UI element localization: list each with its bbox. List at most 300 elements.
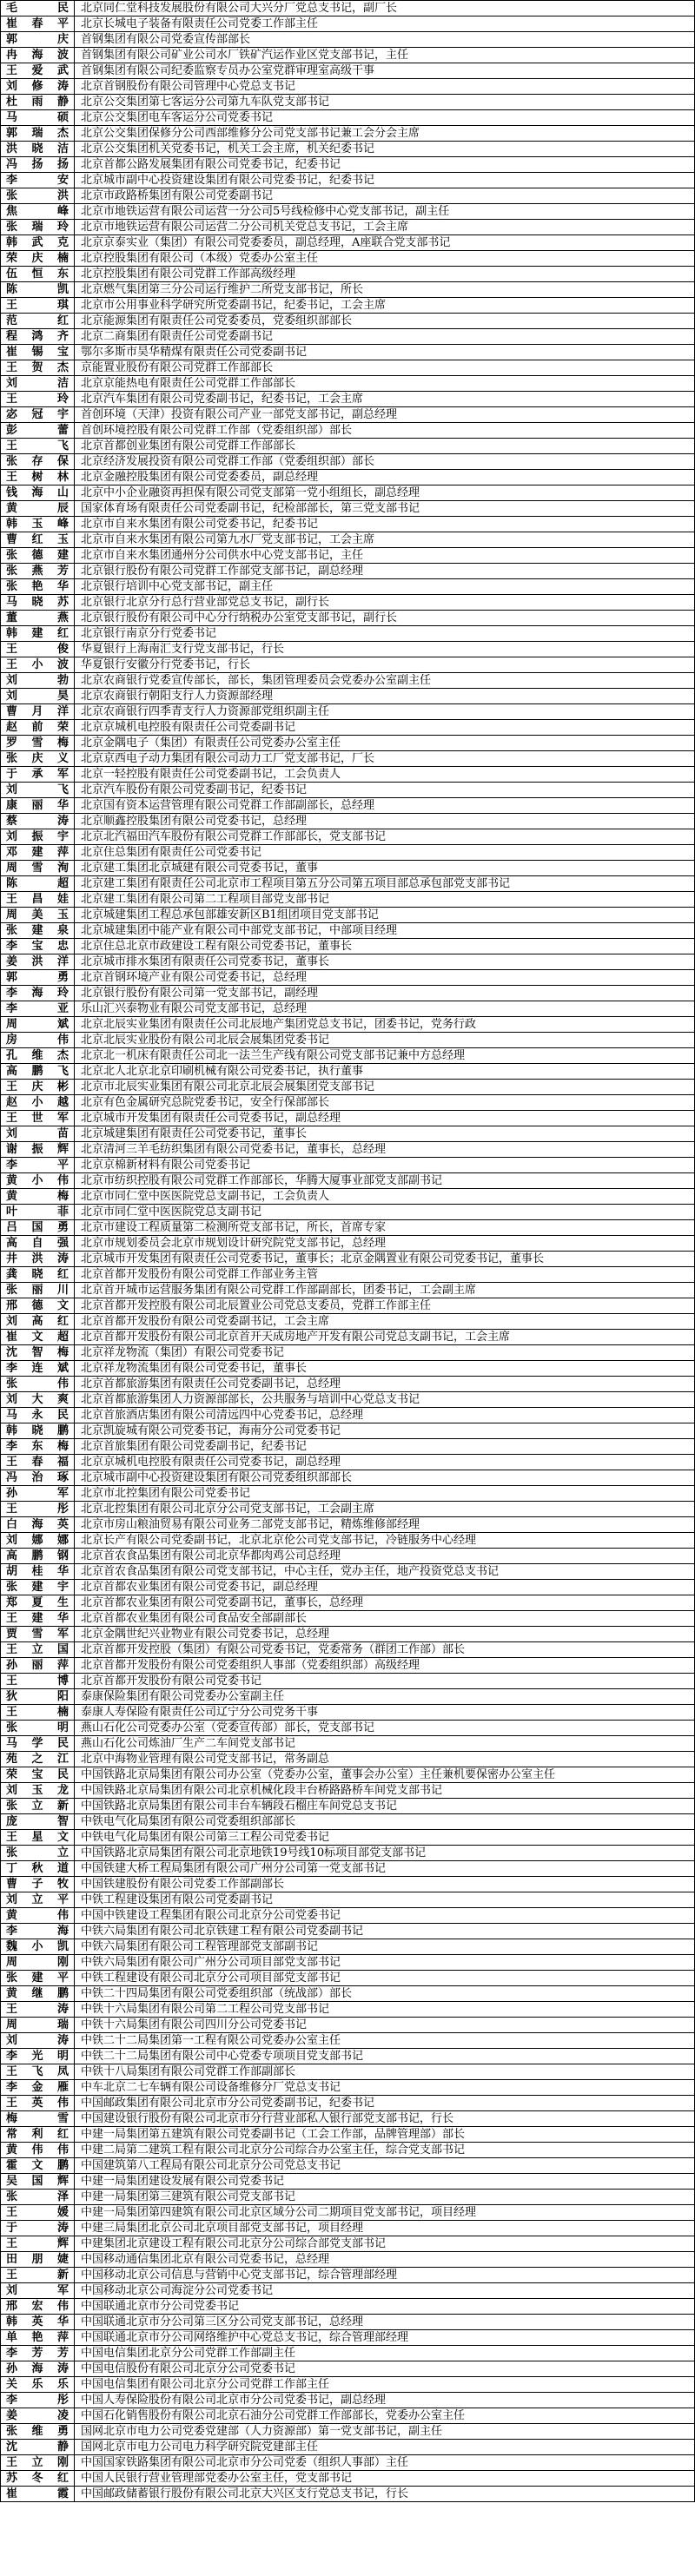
honoree-name: 马永民 bbox=[1, 1408, 75, 1423]
honoree-row bbox=[1, 2361, 695, 2377]
honoree-row bbox=[1, 751, 695, 767]
honoree-position: 北京首钢环境产业有限公司党委书记，总经理 bbox=[75, 970, 695, 986]
honoree-position: 北京祥龙物流（集团）有限公司党委书记 bbox=[75, 1345, 695, 1361]
honoree-position: 北京城建集团中能产业有限公司中部党支部书记，中部项目经理 bbox=[75, 923, 695, 939]
honoree-position: 北京公交集团电车客运分公司党委书记 bbox=[75, 110, 695, 126]
honoree-name: 曹红玉 bbox=[1, 532, 75, 548]
honoree-name: 单艳萍 bbox=[1, 2330, 75, 2346]
honoree-row bbox=[1, 282, 695, 298]
honoree-position: 中铁十六局集团有限公司四川分公司党委书记 bbox=[75, 2018, 695, 2033]
honoree-position: 北京北辰实业股份有限公司北辰会展集团党委书记 bbox=[75, 1033, 695, 1048]
honoree-position: 北京首农食品集团有限公司党支部书记，中心主任，党办主任，地产投资党总支书记 bbox=[75, 1564, 695, 1580]
honoree-name: 彭 蕾 bbox=[1, 423, 75, 439]
honoree-position: 中铁工程建设有限公司北京分公司项目部党支部书记 bbox=[75, 1971, 695, 1986]
honoree-position: 北京北人北京北京印刷机械有限公司党委书记，执行董事 bbox=[75, 1064, 695, 1080]
honoree-row bbox=[1, 48, 695, 63]
honoree-row bbox=[1, 626, 695, 642]
honoree-name: 王 博 bbox=[1, 1674, 75, 1689]
honoree-position: 北京控股集团有限公司（本级）党委办公室主任 bbox=[75, 251, 695, 267]
honoree-name: 王小波 bbox=[1, 657, 75, 673]
honoree-row bbox=[1, 2018, 695, 2033]
honoree-position: 北京首都开发控股（集团）有限公司党委书记，党委常务（群团工作部）部长 bbox=[75, 1642, 695, 1658]
honoree-row bbox=[1, 79, 695, 95]
honoree-row bbox=[1, 423, 695, 439]
honoree-name: 张艳华 bbox=[1, 579, 75, 595]
honoree-row bbox=[1, 1048, 695, 1064]
honoree-row bbox=[1, 1377, 695, 1392]
honoree-name: 常利红 bbox=[1, 2127, 75, 2143]
honoree-row bbox=[1, 439, 695, 454]
honoree-position: 北京首都农业集团有限公司党委副书记，董事长，总经理 bbox=[75, 1595, 695, 1611]
honoree-position: 中国中铁建设工程集团有限公司北京分公司党委书记 bbox=[75, 1908, 695, 1924]
honoree-position: 中国铁建股份有限公司党委工作部副部长 bbox=[75, 1877, 695, 1892]
honoree-position: 北京市自来水集团有限公司党委书记，纪委书记 bbox=[75, 517, 695, 532]
honoree-row bbox=[1, 2440, 695, 2455]
honoree-row bbox=[1, 1189, 695, 1205]
honoree-position: 中铁工程建设集团有限公司党委副书记 bbox=[75, 1892, 695, 1908]
honoree-row bbox=[1, 548, 695, 564]
honoree-name: 周美玉 bbox=[1, 908, 75, 923]
honoree-position: 北京首都开发控股有限公司北辰置业公司党总支委员，党群工作部主任 bbox=[75, 1298, 695, 1314]
honoree-position: 北京市同仁堂中医医院党总支副书记 bbox=[75, 1205, 695, 1220]
honoree-name: 黄小伟 bbox=[1, 1173, 75, 1189]
honoree-name: 黄 辰 bbox=[1, 501, 75, 517]
honoree-row bbox=[1, 2049, 695, 2064]
honoree-name: 罗雪梅 bbox=[1, 736, 75, 751]
honoree-position: 乐山汇兴泰物业有限公司党支部书记，总经理 bbox=[75, 1001, 695, 1017]
honoree-position: 北京清河三羊毛纺织集团有限公司党委书记，董事长，总经理 bbox=[75, 1142, 695, 1158]
honoree-name: 张 伟 bbox=[1, 1377, 75, 1392]
honoree-position: 首钢集团有限公司党委宣传部部长 bbox=[75, 32, 695, 48]
honoree-name: 焦 峰 bbox=[1, 204, 75, 220]
honoree-name: 刘 勃 bbox=[1, 673, 75, 689]
honoree-name: 杜雨静 bbox=[1, 95, 75, 110]
honoree-position: 北京市公用事业科学研究所党委副书记，纪委书记，工会主席 bbox=[75, 298, 695, 314]
honoree-position: 中国铁路北京局集团有限公司北京机械化段丰台桥路路桥车间党支部书记 bbox=[75, 1783, 695, 1799]
honoree-name: 黄 梅 bbox=[1, 1189, 75, 1205]
honoree-position: 北京市北控集团有限公司党委书记 bbox=[75, 1486, 695, 1502]
honoree-position: 北京首都农业集团有限公司党委书记，副总经理 bbox=[75, 1580, 695, 1595]
honoree-row bbox=[1, 1283, 695, 1298]
honoree-name: 马 硕 bbox=[1, 110, 75, 126]
honoree-row bbox=[1, 1455, 695, 1470]
honoree-name: 王树林 bbox=[1, 470, 75, 485]
honoree-name: 郭 勇 bbox=[1, 970, 75, 986]
honoree-position: 中建集团北京建设工程有限公司北京分公司综合部党支部书记 bbox=[75, 2236, 695, 2252]
honoree-name: 黄 伟 bbox=[1, 1908, 75, 1924]
honoree-position: 北京首旅集团有限公司党委副书记，纪委书记 bbox=[75, 1439, 695, 1455]
honoree-name: 张建泉 bbox=[1, 923, 75, 939]
honoree-position: 北京建工集团北京城建有限公司党委书记，董事 bbox=[75, 861, 695, 876]
honoree-name: 赵小越 bbox=[1, 1095, 75, 1111]
honoree-name: 高鹏飞 bbox=[1, 1064, 75, 1080]
honoree-row bbox=[1, 829, 695, 845]
honoree-row bbox=[1, 1658, 695, 1674]
honoree-name: 李 海 bbox=[1, 1924, 75, 1939]
honoree-row bbox=[1, 657, 695, 673]
honoree-name: 沈 静 bbox=[1, 2440, 75, 2455]
honoree-position: 燕山石化公司炼油厂生产二车间党支部书记 bbox=[75, 1736, 695, 1752]
honoree-row bbox=[1, 1892, 695, 1908]
honoree-name: 关乐乐 bbox=[1, 2377, 75, 2393]
honoree-row bbox=[1, 32, 695, 48]
honoree-position: 北京控股集团有限公司党群工作部高级经理 bbox=[75, 267, 695, 282]
honoree-row bbox=[1, 392, 695, 407]
honoree-name: 韩玉峰 bbox=[1, 517, 75, 532]
honoree-position: 北京公交集团机关党委书记，机关工会主席，机关纪委书记 bbox=[75, 142, 695, 157]
honoree-row bbox=[1, 1908, 695, 1924]
honoree-name: 韩建红 bbox=[1, 626, 75, 642]
honoree-position: 北京首都农业集团有限公司食品安全部副部长 bbox=[75, 1611, 695, 1627]
honoree-name: 王庆彬 bbox=[1, 1080, 75, 1095]
honoree-name: 王 飞 bbox=[1, 439, 75, 454]
honoree-row bbox=[1, 2002, 695, 2018]
honoree-position: 北京能源集团有限责任公司党委委员，党委组织部部长 bbox=[75, 314, 695, 329]
honoree-position: 首钢集团有限公司矿业公司水厂铁矿汽运作业区党支部书记，主任 bbox=[75, 48, 695, 63]
honoree-position: 北京银行股份有限公司第一党支部书记，副经理 bbox=[75, 986, 695, 1001]
honoree-row bbox=[1, 2393, 695, 2408]
honoree-position: 北京凯旋城有限公司党委书记，海南分公司党委书记 bbox=[75, 1423, 695, 1439]
honoree-row bbox=[1, 1126, 695, 1142]
honoree-row bbox=[1, 783, 695, 798]
honoree-position: 北京首都开发股份有限公司党委副书记，工会主席 bbox=[75, 1314, 695, 1330]
honoree-row bbox=[1, 1017, 695, 1033]
honoree-position: 北京城建集团工程总承包部雄安新区B1组团项目党支部书记 bbox=[75, 908, 695, 923]
honoree-row bbox=[1, 1955, 695, 1971]
honoree-name: 宓冠宇 bbox=[1, 407, 75, 423]
honoree-row bbox=[1, 17, 695, 32]
honoree-position: 北京住总集团有限责任公司党委书记 bbox=[75, 845, 695, 861]
honoree-name: 董 燕 bbox=[1, 611, 75, 626]
honoree-row bbox=[1, 1064, 695, 1080]
honoree-name: 邓建萍 bbox=[1, 845, 75, 861]
honoree-position: 中铁二十二局集团有限公司中心党委专项项目党支部书记 bbox=[75, 2049, 695, 2064]
honoree-name: 李 安 bbox=[1, 173, 75, 188]
honoree-name: 刘 飞 bbox=[1, 783, 75, 798]
honoree-position: 北京长产有限公司党委副书记，北京北京伦公司党支部书记，冷链服务中心经理 bbox=[75, 1533, 695, 1549]
honoree-row bbox=[1, 1470, 695, 1486]
honoree-name: 庞 智 bbox=[1, 1814, 75, 1830]
honoree-name: 霍文鹏 bbox=[1, 2158, 75, 2174]
honoree-position: 北京城市开发集团有限责任公司党委书记，董事长；北京金隅置业有限公司党委书记，董事长 bbox=[75, 1252, 695, 1267]
honoree-name: 龚晓红 bbox=[1, 1267, 75, 1283]
honoree-position: 中建一局集团第五建筑有限公司党委副书记（工会工作部，品牌管理部）部长 bbox=[75, 2127, 695, 2143]
honoree-position: 中国联通北京市分公司网络维护中心党总支书记，综合管理部经理 bbox=[75, 2330, 695, 2346]
honoree-name: 高鹏钢 bbox=[1, 1549, 75, 1564]
honoree-name: 陈 超 bbox=[1, 876, 75, 892]
honoree-position: 北京首都开发股份有限公司党委书记 bbox=[75, 1674, 695, 1689]
honoree-row bbox=[1, 1549, 695, 1564]
honoree-position: 中建一局集团建设发展有限公司党委书记 bbox=[75, 2174, 695, 2190]
honoree-row bbox=[1, 1752, 695, 1767]
honoree-row bbox=[1, 470, 695, 485]
honoree-row bbox=[1, 1314, 695, 1330]
honoree-row bbox=[1, 892, 695, 908]
honoree-position: 北京同仁堂科技发展股份有限公司大兴分厂党总支书记，副厂长 bbox=[75, 1, 695, 17]
honoree-position: 北京首都旅游集团人力资源部部长，公共服务与培训中心党总支书记 bbox=[75, 1392, 695, 1408]
honoree-row bbox=[1, 220, 695, 235]
honoree-name: 谢振辉 bbox=[1, 1142, 75, 1158]
honoree-row bbox=[1, 2064, 695, 2080]
honoree-position: 北京首都开发股份有限公司党委组织人事部（党委组织部）高级经理 bbox=[75, 1658, 695, 1674]
honoree-position: 中铁二十二局集团第一工程有限公司党委办公室主任 bbox=[75, 2033, 695, 2049]
honoree-name: 王立刚 bbox=[1, 2455, 75, 2471]
honoree-row bbox=[1, 2190, 695, 2205]
honoree-row bbox=[1, 2330, 695, 2346]
honoree-name: 王 彤 bbox=[1, 1502, 75, 1517]
honoree-position: 北京燃气集团第三分公司运行维护二所党支部书记，所长 bbox=[75, 282, 695, 298]
honoree-name: 洪晓洁 bbox=[1, 142, 75, 157]
honoree-row bbox=[1, 689, 695, 704]
honoree-position: 北京银行股份有限公司党群工作部党支部书记，副总经理 bbox=[75, 564, 695, 579]
honoree-position: 北京市建设工程质量第二检测所党支部书记，所长，首席专家 bbox=[75, 1220, 695, 1236]
honoree-name: 冉海波 bbox=[1, 48, 75, 63]
honoree-row bbox=[1, 2174, 695, 2190]
honoree-position: 北京京城机电控股有限责任公司党委副书记 bbox=[75, 720, 695, 736]
honoree-name: 张庆义 bbox=[1, 751, 75, 767]
honoree-position: 北京城市副中心投资建设集团有限公司党委组织部部长 bbox=[75, 1470, 695, 1486]
honoree-row bbox=[1, 1220, 695, 1236]
honoree-row bbox=[1, 2424, 695, 2440]
honoree-position: 北京长城电子装备有限责任公司党委工作部主任 bbox=[75, 17, 695, 32]
honoree-name: 韩晓鹏 bbox=[1, 1423, 75, 1439]
honoree-name: 伍恒东 bbox=[1, 267, 75, 282]
honoree-row bbox=[1, 1674, 695, 1689]
honoree-position: 泰康保险集团有限公司党委办公室副主任 bbox=[75, 1689, 695, 1705]
honoree-name: 李 彤 bbox=[1, 2393, 75, 2408]
honoree-row bbox=[1, 1767, 695, 1783]
honoree-name: 冯扬扬 bbox=[1, 157, 75, 173]
honoree-row bbox=[1, 2236, 695, 2252]
honoree-row bbox=[1, 2096, 695, 2111]
honoree-name: 荣庆楠 bbox=[1, 251, 75, 267]
honoree-row bbox=[1, 2283, 695, 2299]
honoree-name: 李 亚 bbox=[1, 1001, 75, 1017]
honoree-position: 国网北京市电力公司电力科学研究院党建部主任 bbox=[75, 2440, 695, 2455]
honoree-row bbox=[1, 1423, 695, 1439]
honoree-row bbox=[1, 360, 695, 376]
honoree-name: 王春福 bbox=[1, 1455, 75, 1470]
honoree-row bbox=[1, 2033, 695, 2049]
honoree-name: 马晓苏 bbox=[1, 595, 75, 611]
honoree-name: 王 玲 bbox=[1, 392, 75, 407]
honoree-name: 韩武克 bbox=[1, 235, 75, 251]
honoree-name: 范 红 bbox=[1, 314, 75, 329]
honoree-name: 王 俊 bbox=[1, 642, 75, 657]
honoree-name: 康丽华 bbox=[1, 798, 75, 814]
honoree-name: 李芳芳 bbox=[1, 2346, 75, 2361]
honoree-name: 王爱武 bbox=[1, 63, 75, 79]
honoree-position: 北京顺鑫控股集团有限公司党委书记，总经理 bbox=[75, 814, 695, 829]
honoree-position: 北京经济发展投资有限公司党群工作部（党委组织部）部长 bbox=[75, 454, 695, 470]
honoree-row bbox=[1, 1486, 695, 1502]
honoree-row bbox=[1, 173, 695, 188]
honoree-position: 中国联通北京市分公司第三区分公司党支部书记，总经理 bbox=[75, 2315, 695, 2330]
honoree-position: 中国移动北京公司信息与营销中心党支部书记，综合管理部经理 bbox=[75, 2268, 695, 2283]
honoree-name: 崔文超 bbox=[1, 1330, 75, 1345]
honoree-position: 北京农商银行党委宣传部长，部长，集团管理委员会党委办公室副主任 bbox=[75, 673, 695, 689]
honoree-row bbox=[1, 767, 695, 783]
honoree-row bbox=[1, 2127, 695, 2143]
honoree-name: 刘 涛 bbox=[1, 2033, 75, 2049]
honoree-name: 崔春平 bbox=[1, 17, 75, 32]
honoree-name: 王 辉 bbox=[1, 2236, 75, 2252]
honoree-row bbox=[1, 1939, 695, 1955]
honoree-name: 刘 军 bbox=[1, 2283, 75, 2299]
honoree-position: 中铁二十四局集团有限公司党委组织部（统战部）部长 bbox=[75, 1986, 695, 2002]
honoree-position: 北京北一机床有限责任公司北一法兰生产线有限公司党支部书记兼中方总经理 bbox=[75, 1048, 695, 1064]
honoree-row bbox=[1, 1158, 695, 1173]
honoree-position: 北京银行培训中心党支部书记，副主任 bbox=[75, 579, 695, 595]
honoree-position: 中车北京二七车辆有限公司设备维修分厂党总支书记 bbox=[75, 2080, 695, 2096]
honoree-name: 曹子牧 bbox=[1, 1877, 75, 1892]
honoree-position: 北京首都开发股份有限公司北京首开天成房地产开发有限公司党总支副书记，工会主席 bbox=[75, 1330, 695, 1345]
honoree-row bbox=[1, 63, 695, 79]
honoree-row bbox=[1, 611, 695, 626]
honoree-row bbox=[1, 2080, 695, 2096]
honoree-position: 中国电信集团北京分公司党群工作部副主任 bbox=[75, 2346, 695, 2361]
honoree-name: 李海玲 bbox=[1, 986, 75, 1001]
honoree-name: 张 洪 bbox=[1, 188, 75, 204]
honoree-row bbox=[1, 1517, 695, 1533]
honoree-name: 王 媛 bbox=[1, 2205, 75, 2221]
honoree-position: 国家体育场有限责任公司党委副书记，纪检部部长，第三党支部书记 bbox=[75, 501, 695, 517]
honoree-row bbox=[1, 1611, 695, 1627]
honoree-row bbox=[1, 1205, 695, 1220]
honoree-name: 冯治琢 bbox=[1, 1470, 75, 1486]
honoree-name: 苏冬红 bbox=[1, 2471, 75, 2487]
honoree-position: 首钢集团有限公司纪委监察专员办公室党群审理室高级干事 bbox=[75, 63, 695, 79]
honoree-name: 黄继鹏 bbox=[1, 1986, 75, 2002]
honoree-row bbox=[1, 2299, 695, 2315]
honoree-name: 刘 洁 bbox=[1, 376, 75, 392]
honoree-row bbox=[1, 1361, 695, 1377]
honoree-name: 刘振宇 bbox=[1, 829, 75, 845]
honoree-position: 北京银行北京分行总行营业部党总支书记，副行长 bbox=[75, 595, 695, 611]
honoree-position: 北京金融控股集团有限公司党委委员，副总经理 bbox=[75, 470, 695, 485]
honoree-name: 白海英 bbox=[1, 1517, 75, 1533]
honoree-name: 叶 菲 bbox=[1, 1205, 75, 1220]
honoree-position: 中国人寿保险股份有限公司北京市分公司党委书记，副总经理 bbox=[75, 2393, 695, 2408]
honoree-row bbox=[1, 1330, 695, 1345]
honoree-row bbox=[1, 1689, 695, 1705]
honoree-position: 北京中小企业融资再担保有限公司党支部第一党小组组长，副总经理 bbox=[75, 485, 695, 501]
honoree-name: 孙丽萍 bbox=[1, 1658, 75, 1674]
honoree-position: 北京市同仁堂中医医院党总支副书记，工会负责人 bbox=[75, 1189, 695, 1205]
honoree-position: 北京祥龙物流集团有限公司党委书记，董事长 bbox=[75, 1361, 695, 1377]
honoree-name: 孔维杰 bbox=[1, 1048, 75, 1064]
honoree-name: 姜 凌 bbox=[1, 2408, 75, 2424]
honoree-position: 京能置业股份有限公司党群工作部部长 bbox=[75, 360, 695, 376]
honoree-name: 张燕芳 bbox=[1, 564, 75, 579]
honoree-row bbox=[1, 1627, 695, 1642]
honoree-name: 曹月洋 bbox=[1, 704, 75, 720]
honoree-position: 北京一轻控股有限责任公司党委副书记，工会负责人 bbox=[75, 767, 695, 783]
honoree-position: 北京公交集团保修分公司西部维修分公司党支部书记兼工会分会主席 bbox=[75, 126, 695, 142]
honoree-name: 刘大爽 bbox=[1, 1392, 75, 1408]
honoree-row bbox=[1, 1408, 695, 1423]
honoree-name: 李光明 bbox=[1, 2049, 75, 2064]
honoree-name: 陈 凯 bbox=[1, 282, 75, 298]
honoree-name: 李金雁 bbox=[1, 2080, 75, 2096]
honoree-position: 北京市自来水集团通州分公司供水中心党支部书记，主任 bbox=[75, 548, 695, 564]
honoree-position: 中国移动北京公司海淀分公司党委书记 bbox=[75, 2283, 695, 2299]
honoree-name: 张德建 bbox=[1, 548, 75, 564]
honoree-row bbox=[1, 970, 695, 986]
honoree-name: 崔锡宝 bbox=[1, 345, 75, 360]
honoree-position: 北京汽车集团有限公司党委副书记，纪委书记，工会主席 bbox=[75, 392, 695, 407]
honoree-row bbox=[1, 1986, 695, 2002]
honoree-row bbox=[1, 1846, 695, 1861]
honoree-row bbox=[1, 329, 695, 345]
honoree-row bbox=[1, 1267, 695, 1283]
honoree-position: 北京首农食品集团有限公司北京华都肉鸡公司总经理 bbox=[75, 1549, 695, 1564]
honoree-position: 北京市纺织控股有限公司党群工作部部长，华腾大厦事业部党支部副书记 bbox=[75, 1173, 695, 1189]
honoree-position: 燕山石化公司党委办公室（党委宣传部）部长，党支部书记 bbox=[75, 1721, 695, 1736]
honoree-position: 中建三局集团北京公司北京项目部党支部书记，项目经理 bbox=[75, 2221, 695, 2236]
honoree-position: 北京市自来水集团有限公司第九水厂党支部书记，工会主席 bbox=[75, 532, 695, 548]
honoree-name: 王贺杰 bbox=[1, 360, 75, 376]
honoree-name: 井洪涛 bbox=[1, 1252, 75, 1267]
honoree-name: 于 涛 bbox=[1, 2221, 75, 2236]
honoree-position: 首创环境（天津）投资有限公司产业一部党支部书记，副总经理 bbox=[75, 407, 695, 423]
honoree-row bbox=[1, 1095, 695, 1111]
honoree-row bbox=[1, 704, 695, 720]
honoree-position: 北京市地铁运营有限公司运营一分公司5号线检修中心党支部书记，副主任 bbox=[75, 204, 695, 220]
honoree-position: 中建一局集团第三建筑有限公司党支部书记 bbox=[75, 2190, 695, 2205]
honoree-position: 北京公交集团第七客运分公司第九车队党支部书记 bbox=[75, 95, 695, 110]
honoree-row bbox=[1, 517, 695, 532]
honoree-position: 国网北京市电力公司党委党建部（人力资源部）第一党支部书记，副主任 bbox=[75, 2424, 695, 2440]
honoree-position: 首创环境控股有限公司党群工作部（党委组织部）部长 bbox=[75, 423, 695, 439]
honoree-row bbox=[1, 1595, 695, 1611]
honoree-name: 魏小凯 bbox=[1, 1939, 75, 1955]
honoree-name: 王 新 bbox=[1, 2268, 75, 2283]
honoree-position: 北京建工集团有限公司第二工程项目部党支部书记 bbox=[75, 892, 695, 908]
honoree-row bbox=[1, 2346, 695, 2361]
honoree-position: 中铁电气化局集团有限公司党委组织部部长 bbox=[75, 1814, 695, 1830]
honoree-row bbox=[1, 1298, 695, 1314]
honoree-row bbox=[1, 1345, 695, 1361]
honoree-row bbox=[1, 1814, 695, 1830]
honoree-row bbox=[1, 1142, 695, 1158]
honoree-name: 吕国勇 bbox=[1, 1220, 75, 1236]
honoree-row bbox=[1, 407, 695, 423]
honoree-row bbox=[1, 939, 695, 954]
honoree-row bbox=[1, 1799, 695, 1814]
honoree-table-body bbox=[1, 1, 695, 2502]
honoree-row bbox=[1, 454, 695, 470]
honoree-row bbox=[1, 986, 695, 1001]
honoree-position: 北京城市副中心投资建设集团有限公司党委书记，纪委书记 bbox=[75, 173, 695, 188]
honoree-name: 李宝忠 bbox=[1, 939, 75, 954]
honoree-row bbox=[1, 2268, 695, 2283]
honoree-name: 吴国辉 bbox=[1, 2174, 75, 2190]
honoree-position: 北京城市排水集团有限责任公司党委书记，董事长 bbox=[75, 954, 695, 970]
honoree-position: 中国邮政集团有限公司北京市分公司党委副书记，纪委书记 bbox=[75, 2096, 695, 2111]
honoree-position: 北京京棉新材料有限公司党委书记 bbox=[75, 1158, 695, 1173]
honoree-name: 韩英华 bbox=[1, 2315, 75, 2330]
honoree-name: 姜洪洋 bbox=[1, 954, 75, 970]
honoree-row bbox=[1, 1861, 695, 1877]
honoree-name: 王建华 bbox=[1, 1611, 75, 1627]
honoree-position: 中铁十六局集团有限公司第二工程公司党支部书记 bbox=[75, 2002, 695, 2018]
honoree-row bbox=[1, 1580, 695, 1595]
honoree-row bbox=[1, 798, 695, 814]
honoree-row bbox=[1, 1877, 695, 1892]
honoree-row bbox=[1, 501, 695, 517]
honoree-position: 北京建工集团有限责任公司北京市工程项目第五分公司第五项目部总承包部党支部书记 bbox=[75, 876, 695, 892]
